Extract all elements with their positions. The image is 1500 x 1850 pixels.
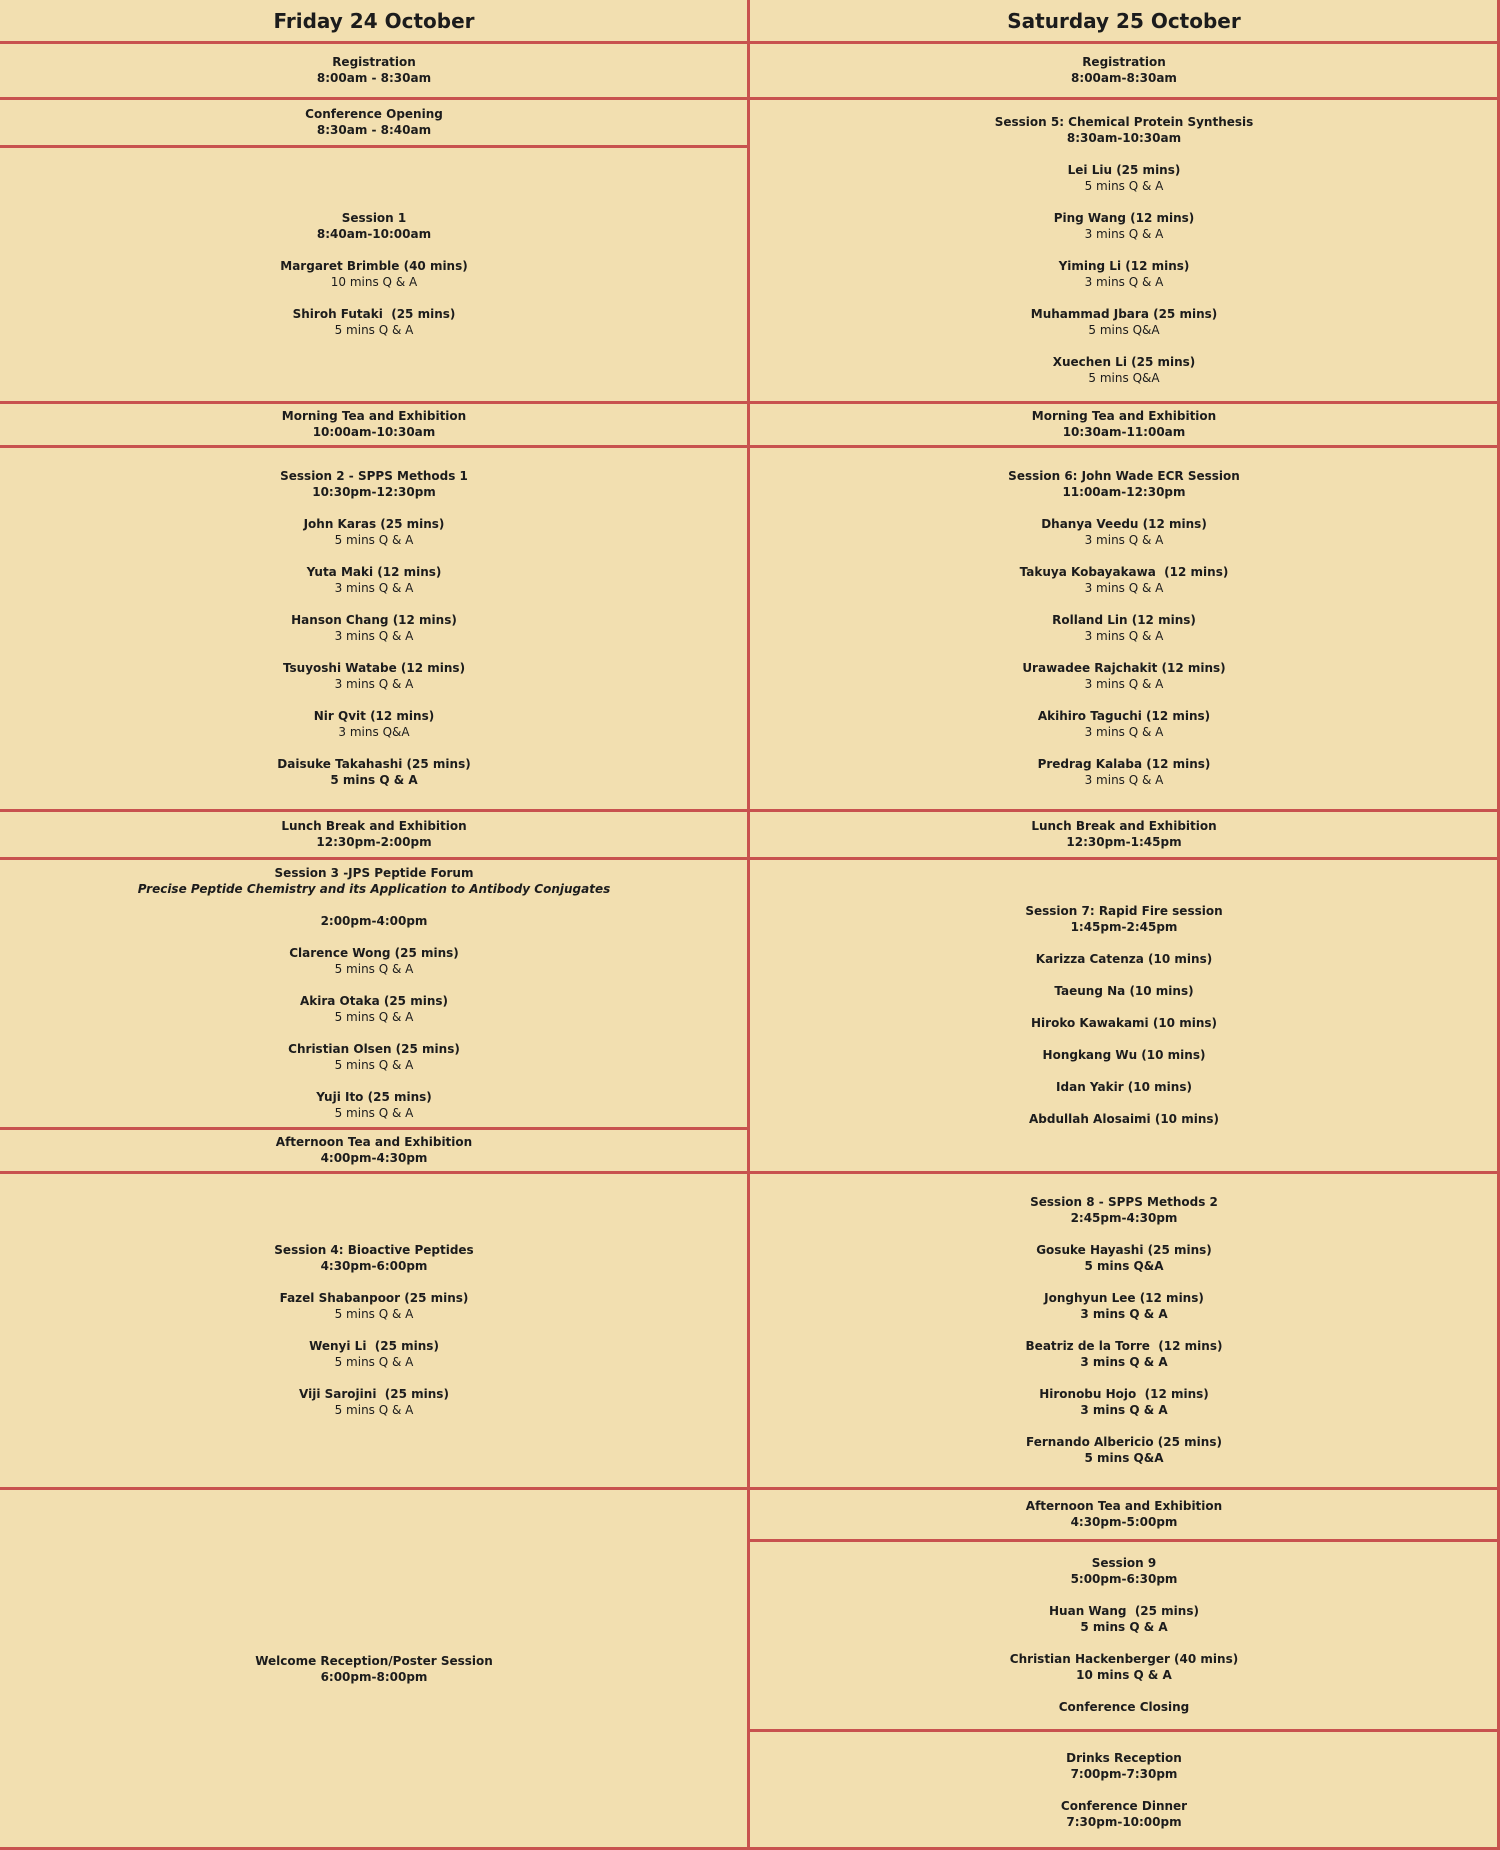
- column-divider: [747, 0, 750, 1850]
- saturday-block-session-9: [748, 1540, 1500, 1730]
- friday-day-title: Friday 24 October: [273, 9, 475, 33]
- schedule-line: Conference Closing: [1058, 1700, 1190, 1714]
- qa-duration: 5 mins Q & A: [334, 1010, 414, 1024]
- friday-block-afternoon-tea-and-exhibition: [0, 1128, 748, 1172]
- speaker-name: Yuta Maki (12 mins): [306, 565, 442, 579]
- speaker-name: Taeung Na (10 mins): [1054, 984, 1194, 998]
- speaker-name: Christian Olsen (25 mins): [288, 1042, 460, 1056]
- speaker-name: Hanson Chang (12 mins): [291, 613, 457, 627]
- saturday-block-registration: [748, 42, 1500, 98]
- qa-duration: 5 mins Q & A: [334, 1403, 414, 1417]
- qa-duration: 3 mins Q & A: [1080, 1307, 1168, 1321]
- friday-divider: [0, 445, 748, 448]
- speaker-name: Lei Liu (25 mins): [1067, 163, 1181, 177]
- qa-duration: 3 mins Q & A: [334, 629, 414, 643]
- speaker-name: Akira Otaka (25 mins): [299, 994, 448, 1008]
- block-title: Morning Tea and Exhibition: [1031, 409, 1217, 423]
- speaker-name: Karizza Catenza (10 mins): [1035, 952, 1213, 966]
- speaker-name: Fernando Albericio (25 mins): [1026, 1435, 1222, 1449]
- speaker-name: Rolland Lin (12 mins): [1052, 613, 1196, 627]
- session-subtitle: Precise Peptide Chemistry and its Application to Antibody Conjugates: [137, 882, 611, 896]
- speaker-name: Yuji Ito (25 mins): [316, 1090, 432, 1104]
- block-title: Session 7: Rapid Fire session: [1025, 904, 1223, 918]
- qa-duration: 3 mins Q & A: [1084, 773, 1164, 787]
- block-title: Session 4: Bioactive Peptides: [274, 1243, 474, 1257]
- speaker-name: Ping Wang (12 mins): [1053, 211, 1195, 225]
- speaker-name: Wenyi Li (25 mins): [309, 1339, 439, 1353]
- time-range: 6:00pm-8:00pm: [320, 1670, 428, 1684]
- speaker-name: Idan Yakir (10 mins): [1056, 1080, 1192, 1094]
- qa-duration: 5 mins Q & A: [334, 323, 414, 337]
- qa-duration: 3 mins Q & A: [1084, 275, 1164, 289]
- speaker-name: Yiming Li (12 mins): [1058, 259, 1190, 273]
- saturday-divider: [748, 809, 1500, 812]
- qa-duration: 3 mins Q & A: [1080, 1355, 1168, 1369]
- qa-duration: 5 mins Q & A: [334, 1106, 414, 1120]
- time-range: 10:30am-11:00am: [1062, 425, 1186, 439]
- time-range: 4:00pm-4:30pm: [320, 1151, 428, 1165]
- qa-duration: 5 mins Q&A: [1088, 323, 1160, 337]
- speaker-name: Huan Wang (25 mins): [1049, 1604, 1199, 1618]
- schedule-line: Conference Dinner: [1060, 1799, 1188, 1813]
- friday-divider: [0, 401, 748, 404]
- saturday-block-session-8-spps-methods-2: [748, 1172, 1500, 1488]
- friday-divider: [0, 857, 748, 860]
- saturday-divider: [748, 401, 1500, 404]
- friday-divider: [0, 97, 748, 100]
- speaker-name: Dhanya Veedu (12 mins): [1041, 517, 1207, 531]
- saturday-block-drinks-reception: [748, 1730, 1500, 1850]
- block-title: Morning Tea and Exhibition: [281, 409, 467, 423]
- qa-duration: 10 mins Q & A: [1076, 1668, 1172, 1682]
- speaker-name: Muhammad Jbara (25 mins): [1030, 307, 1218, 321]
- time-range: 7:00pm-7:30pm: [1070, 1767, 1178, 1781]
- qa-duration: 3 mins Q & A: [1084, 581, 1164, 595]
- time-range: 5:00pm-6:30pm: [1070, 1572, 1178, 1586]
- qa-duration: 10 mins Q & A: [330, 275, 418, 289]
- saturday-divider: [748, 445, 1500, 448]
- time-range: 10:30pm-12:30pm: [312, 485, 436, 499]
- qa-duration: 5 mins Q & A: [330, 773, 418, 787]
- block-title: Session 1: [341, 211, 407, 225]
- time-range: 4:30pm-6:00pm: [320, 1259, 428, 1273]
- speaker-name: Shiroh Futaki (25 mins): [292, 307, 456, 321]
- time-range: 8:40am-10:00am: [316, 227, 432, 241]
- qa-duration: 5 mins Q & A: [334, 1307, 414, 1321]
- speaker-name: Clarence Wong (25 mins): [289, 946, 459, 960]
- time-range: 7:30pm-10:00pm: [1066, 1815, 1182, 1829]
- saturday-block-afternoon-tea-and-exhibition: [748, 1488, 1500, 1540]
- saturday-divider: [748, 857, 1500, 860]
- block-title: Afternoon Tea and Exhibition: [275, 1135, 473, 1149]
- block-title: Lunch Break and Exhibition: [281, 819, 467, 833]
- qa-duration: 5 mins Q&A: [1088, 371, 1160, 385]
- friday-block-session-2-spps-methods-1: [0, 446, 748, 810]
- qa-duration: 3 mins Q & A: [1084, 725, 1164, 739]
- saturday-divider: [748, 1487, 1500, 1490]
- qa-duration: 5 mins Q & A: [1080, 1620, 1168, 1634]
- qa-duration: 5 mins Q&A: [1084, 1259, 1164, 1273]
- saturday-divider: [748, 41, 1500, 44]
- friday-divider: [0, 809, 748, 812]
- qa-duration: 5 mins Q&A: [1084, 1451, 1164, 1465]
- time-range: 11:00am-12:30pm: [1062, 485, 1186, 499]
- time-range: 4:30pm-5:00pm: [1070, 1515, 1178, 1529]
- time-range: 10:00am-10:30am: [312, 425, 436, 439]
- saturday-divider: [748, 1539, 1500, 1542]
- speaker-name: Abdullah Alosaimi (10 mins): [1029, 1112, 1219, 1126]
- qa-duration: 5 mins Q & A: [1084, 179, 1164, 193]
- block-title: Session 9: [1091, 1556, 1157, 1570]
- speaker-name: Jonghyun Lee (12 mins): [1044, 1291, 1204, 1305]
- qa-duration: 3 mins Q & A: [1080, 1403, 1168, 1417]
- friday-divider: [0, 41, 748, 44]
- friday-block-conference-opening: [0, 98, 748, 146]
- time-range: 12:30pm-2:00pm: [316, 835, 432, 849]
- qa-duration: 5 mins Q & A: [334, 1355, 414, 1369]
- friday-block-registration: [0, 42, 748, 98]
- qa-duration: 5 mins Q & A: [334, 1058, 414, 1072]
- speaker-name: Takuya Kobayakawa (12 mins): [1019, 565, 1229, 579]
- block-title: Drinks Reception: [1066, 1751, 1182, 1765]
- friday-block-session-4-bioactive-peptides: [0, 1172, 748, 1488]
- speaker-name: Tsuyoshi Watabe (12 mins): [282, 661, 466, 675]
- block-title: Registration: [332, 55, 416, 69]
- block-title: Lunch Break and Exhibition: [1031, 819, 1217, 833]
- time-range: 12:30pm-1:45pm: [1066, 835, 1182, 849]
- friday-block-welcome-reception-poster-session: [0, 1488, 748, 1850]
- saturday-block-lunch-break-and-exhibition: [748, 810, 1500, 858]
- time-range: 2:00pm-4:00pm: [320, 914, 428, 928]
- speaker-name: Urawadee Rajchakit (12 mins): [1022, 661, 1226, 675]
- qa-duration: 5 mins Q & A: [334, 962, 414, 976]
- friday-block-lunch-break-and-exhibition: [0, 810, 748, 858]
- time-range: 1:45pm-2:45pm: [1070, 920, 1178, 934]
- saturday-column: [748, 0, 1500, 1850]
- speaker-name: Hiroko Kawakami (10 mins): [1031, 1016, 1217, 1030]
- qa-duration: 5 mins Q & A: [334, 533, 414, 547]
- saturday-divider: [748, 97, 1500, 100]
- friday-divider: [0, 1487, 748, 1490]
- block-title: Session 5: Chemical Protein Synthesis: [994, 115, 1254, 129]
- block-title: Session 8 - SPPS Methods 2: [1030, 1195, 1218, 1209]
- qa-duration: 3 mins Q&A: [338, 725, 410, 739]
- qa-duration: 3 mins Q & A: [334, 677, 414, 691]
- saturday-day-title: Saturday 25 October: [1007, 9, 1241, 33]
- speaker-name: Akihiro Taguchi (12 mins): [1037, 709, 1211, 723]
- time-range: 8:30am - 8:40am: [316, 123, 432, 137]
- saturday-block-session-5-chemical-protein-synthesis: [748, 98, 1500, 402]
- friday-day-header: [0, 0, 748, 42]
- speaker-name: Christian Hackenberger (40 mins): [1009, 1652, 1239, 1666]
- speaker-name: Margaret Brimble (40 mins): [280, 259, 468, 273]
- time-range: 8:00am - 8:30am: [316, 71, 432, 85]
- block-title: Afternoon Tea and Exhibition: [1025, 1499, 1223, 1513]
- block-title: Registration: [1082, 55, 1166, 69]
- speaker-name: Beatriz de la Torre (12 mins): [1025, 1339, 1223, 1353]
- friday-divider: [0, 1171, 748, 1174]
- speaker-name: Xuechen Li (25 mins): [1052, 355, 1196, 369]
- friday-column: [0, 0, 748, 1850]
- qa-duration: 3 mins Q & A: [1084, 629, 1164, 643]
- saturday-divider: [748, 1171, 1500, 1174]
- speaker-name: Hironobu Hojo (12 mins): [1039, 1387, 1209, 1401]
- saturday-divider: [748, 1729, 1500, 1732]
- qa-duration: 3 mins Q & A: [1084, 227, 1164, 241]
- friday-block-session-3-jps-peptide-forum: [0, 858, 748, 1128]
- friday-block-session-1: [0, 146, 748, 402]
- qa-duration: 3 mins Q & A: [1084, 533, 1164, 547]
- speaker-name: Daisuke Takahashi (25 mins): [277, 757, 471, 771]
- speaker-name: Gosuke Hayashi (25 mins): [1036, 1243, 1212, 1257]
- time-range: 2:45pm-4:30pm: [1070, 1211, 1178, 1225]
- speaker-name: Nir Qvit (12 mins): [313, 709, 435, 723]
- speaker-name: Predrag Kalaba (12 mins): [1037, 757, 1211, 771]
- friday-divider: [0, 145, 748, 148]
- speaker-name: Hongkang Wu (10 mins): [1042, 1048, 1206, 1062]
- block-title: Session 6: John Wade ECR Session: [1008, 469, 1240, 483]
- saturday-block-session-6-john-wade-ecr-session: [748, 446, 1500, 810]
- saturday-block-morning-tea-and-exhibition: [748, 402, 1500, 446]
- speaker-name: Viji Sarojini (25 mins): [299, 1387, 449, 1401]
- friday-divider: [0, 1127, 748, 1130]
- block-title: Session 2 - SPPS Methods 1: [280, 469, 468, 483]
- block-title: Session 3 -JPS Peptide Forum: [274, 866, 474, 880]
- friday-block-morning-tea-and-exhibition: [0, 402, 748, 446]
- saturday-day-header: [748, 0, 1500, 42]
- speaker-name: John Karas (25 mins): [303, 517, 445, 531]
- saturday-block-session-7-rapid-fire-session: [748, 858, 1500, 1172]
- time-range: 8:00am-8:30am: [1071, 71, 1177, 85]
- qa-duration: 3 mins Q & A: [334, 581, 414, 595]
- time-range: 8:30am-10:30am: [1066, 131, 1182, 145]
- block-title: Conference Opening: [305, 107, 443, 121]
- speaker-name: Fazel Shabanpoor (25 mins): [279, 1291, 469, 1305]
- qa-duration: 3 mins Q & A: [1084, 677, 1164, 691]
- block-title: Welcome Reception/Poster Session: [255, 1654, 493, 1668]
